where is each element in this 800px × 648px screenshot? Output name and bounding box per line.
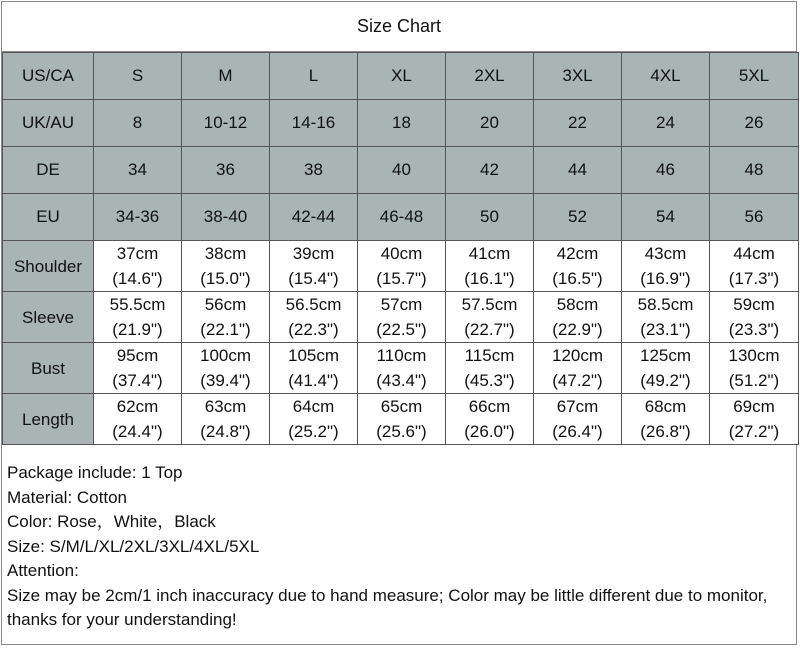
row-label: UK/AU: [3, 100, 94, 147]
size-cell: 42-44: [270, 194, 358, 241]
inch-value: (15.7"): [376, 269, 427, 288]
inch-value: (15.4"): [288, 269, 339, 288]
inch-value: (45.3"): [464, 371, 515, 390]
measurement-cell: [182, 394, 270, 445]
measurement-cell: [94, 241, 182, 292]
measurement-row: [3, 292, 799, 343]
row-label: Length: [3, 394, 94, 445]
row-label: Sleeve: [3, 292, 94, 343]
cm-value: 59cm: [733, 295, 775, 314]
size-cell: 48: [710, 147, 799, 194]
cm-value: 41cm: [468, 244, 511, 263]
size-cell: 26: [710, 100, 799, 147]
size-cell: 2XL: [446, 53, 534, 100]
measurement-cell: [358, 394, 446, 445]
cm-value: 58cm: [556, 295, 599, 314]
inch-value: (25.2"): [288, 422, 339, 441]
measurement-cell: [270, 292, 358, 343]
measurement-cell: [622, 292, 710, 343]
measurement-cell: [446, 292, 534, 343]
measurement-cell: [446, 343, 534, 394]
measurement-cell: [270, 343, 358, 394]
cm-value: 65cm: [380, 397, 423, 416]
cm-value: 56.5cm: [285, 295, 342, 314]
cm-value: 95cm: [116, 346, 159, 365]
cm-value: 110cm: [376, 346, 427, 365]
measurement-cell: [534, 394, 622, 445]
size-cell: 52: [534, 194, 622, 241]
size-row: [3, 100, 799, 147]
cm-value: 69cm: [733, 397, 775, 416]
inch-value: (24.4"): [112, 422, 163, 441]
inch-value: (22.9"): [552, 320, 603, 339]
cm-value: 68cm: [644, 397, 687, 416]
measurement-row: [3, 394, 799, 445]
inch-value: (37.4"): [112, 371, 163, 390]
product-notes: [2, 445, 796, 633]
inch-value: (43.4"): [376, 371, 427, 390]
inch-value: (23.1"): [640, 320, 691, 339]
inch-value: (26.8"): [640, 422, 691, 441]
inch-value: (25.6"): [376, 422, 427, 441]
measurement-cell: [622, 343, 710, 394]
attention-label: Attention:: [7, 561, 79, 580]
measurement-cell: [270, 394, 358, 445]
cm-value: 100cm: [199, 346, 252, 365]
inch-value: (26.0"): [464, 422, 515, 441]
cm-value: 57cm: [380, 295, 423, 314]
cm-value: 56cm: [204, 295, 247, 314]
size-cell: 44: [534, 147, 622, 194]
inch-value: (22.5"): [376, 320, 427, 339]
size-cell: 40: [358, 147, 446, 194]
inch-value: (41.4"): [288, 371, 339, 390]
size-cell: 3XL: [534, 53, 622, 100]
measurement-cell: [358, 241, 446, 292]
cm-value: 44cm: [733, 244, 775, 263]
measurement-cell: [94, 343, 182, 394]
cm-value: 40cm: [380, 244, 423, 263]
size-chart-panel: [1, 1, 797, 645]
row-label: DE: [3, 147, 94, 194]
size-cell: 42: [446, 147, 534, 194]
inch-value: (26.4"): [552, 422, 603, 441]
measurement-cell: [622, 394, 710, 445]
size-cell: 50: [446, 194, 534, 241]
size-cell: 18: [358, 100, 446, 147]
inch-value: (17.3"): [728, 269, 780, 288]
measurement-row: [3, 241, 799, 292]
measurement-cell: [94, 292, 182, 343]
inch-value: (23.3"): [728, 320, 780, 339]
size-cell: 34: [94, 147, 182, 194]
size-cell: 24: [622, 100, 710, 147]
cm-value: 63cm: [204, 397, 247, 416]
measurement-cell: [182, 292, 270, 343]
measurement-cell: [710, 292, 799, 343]
cm-value: 57.5cm: [461, 295, 518, 314]
cm-value: 38cm: [204, 244, 247, 263]
measurement-cell: [622, 241, 710, 292]
inch-value: (39.4"): [200, 371, 251, 390]
size-note: Size: S/M/L/XL/2XL/3XL/4XL/5XL: [7, 536, 260, 556]
row-label: Shoulder: [3, 241, 94, 292]
measurement-cell: [358, 343, 446, 394]
cm-value: 43cm: [644, 244, 687, 263]
cm-value: 66cm: [468, 397, 511, 416]
inch-value: (22.7"): [464, 320, 515, 339]
material-note: Material: Cotton: [7, 487, 127, 507]
size-cell: 4XL: [622, 53, 710, 100]
inch-value: (24.8"): [200, 422, 251, 441]
row-label: US/CA: [3, 53, 94, 100]
size-chart-title: Size Chart: [2, 2, 796, 52]
package-note: Package include: 1 Top: [7, 463, 183, 482]
cm-value: 130cm: [728, 346, 780, 365]
color-note: Color: Rose，White，Black: [7, 512, 216, 531]
inch-value: (22.1"): [200, 320, 251, 339]
size-row: [3, 194, 799, 241]
size-cell: M: [182, 53, 270, 100]
cm-value: 42cm: [556, 244, 599, 263]
measurement-cell: [270, 241, 358, 292]
cm-value: 55.5cm: [109, 295, 166, 314]
size-cell: 8: [94, 100, 182, 147]
measurement-cell: [710, 241, 799, 292]
row-label: EU: [3, 194, 94, 241]
size-cell: 14-16: [270, 100, 358, 147]
inch-value: (27.2"): [728, 422, 780, 441]
row-label: Bust: [3, 343, 94, 394]
size-cell: 56: [710, 194, 799, 241]
measurement-cell: [534, 343, 622, 394]
inch-value: (14.6"): [112, 269, 163, 288]
cm-value: 67cm: [556, 397, 599, 416]
cm-value: 39cm: [292, 244, 335, 263]
cm-value: 120cm: [551, 346, 604, 365]
size-table: [2, 52, 799, 445]
size-cell: L: [270, 53, 358, 100]
inch-value: (51.2"): [728, 371, 780, 390]
measurement-cell: [182, 343, 270, 394]
cm-value: 64cm: [292, 397, 335, 416]
measurement-cell: [94, 394, 182, 445]
size-cell: 36: [182, 147, 270, 194]
measurement-cell: [710, 343, 799, 394]
inch-value: (49.2"): [640, 371, 691, 390]
disclaimer-note: Size may be 2cm/1 inch inaccuracy due to hand measure; Color may be little different due to monitor, thanks for your understanding!: [7, 585, 768, 629]
inch-value: (22.3"): [288, 320, 339, 339]
measurement-cell: [446, 394, 534, 445]
cm-value: 105cm: [287, 346, 340, 365]
size-cell: 38: [270, 147, 358, 194]
inch-value: (15.0"): [200, 269, 251, 288]
size-cell: 10-12: [182, 100, 270, 147]
size-cell: S: [94, 53, 182, 100]
cm-value: 58.5cm: [637, 295, 694, 314]
size-cell: 34-36: [94, 194, 182, 241]
size-cell: 22: [534, 100, 622, 147]
size-row: [3, 147, 799, 194]
cm-value: 125cm: [639, 346, 692, 365]
inch-value: (16.9"): [640, 269, 691, 288]
inch-value: (47.2"): [552, 371, 603, 390]
size-cell: 46: [622, 147, 710, 194]
inch-value: (16.1"): [464, 269, 515, 288]
measurement-cell: [710, 394, 799, 445]
measurement-cell: [358, 292, 446, 343]
measurement-cell: [534, 241, 622, 292]
cm-value: 62cm: [116, 397, 159, 416]
size-cell: 20: [446, 100, 534, 147]
measurement-cell: [182, 241, 270, 292]
inch-value: (16.5"): [552, 269, 603, 288]
cm-value: 115cm: [464, 346, 515, 365]
measurement-row: [3, 343, 799, 394]
size-cell: 38-40: [182, 194, 270, 241]
size-cell: 46-48: [358, 194, 446, 241]
inch-value: (21.9"): [112, 320, 163, 339]
cm-value: 37cm: [116, 244, 159, 263]
size-cell: XL: [358, 53, 446, 100]
measurement-cell: [446, 241, 534, 292]
size-cell: 54: [622, 194, 710, 241]
measurement-cell: [534, 292, 622, 343]
size-row: [3, 53, 799, 100]
size-cell: 5XL: [710, 53, 799, 100]
